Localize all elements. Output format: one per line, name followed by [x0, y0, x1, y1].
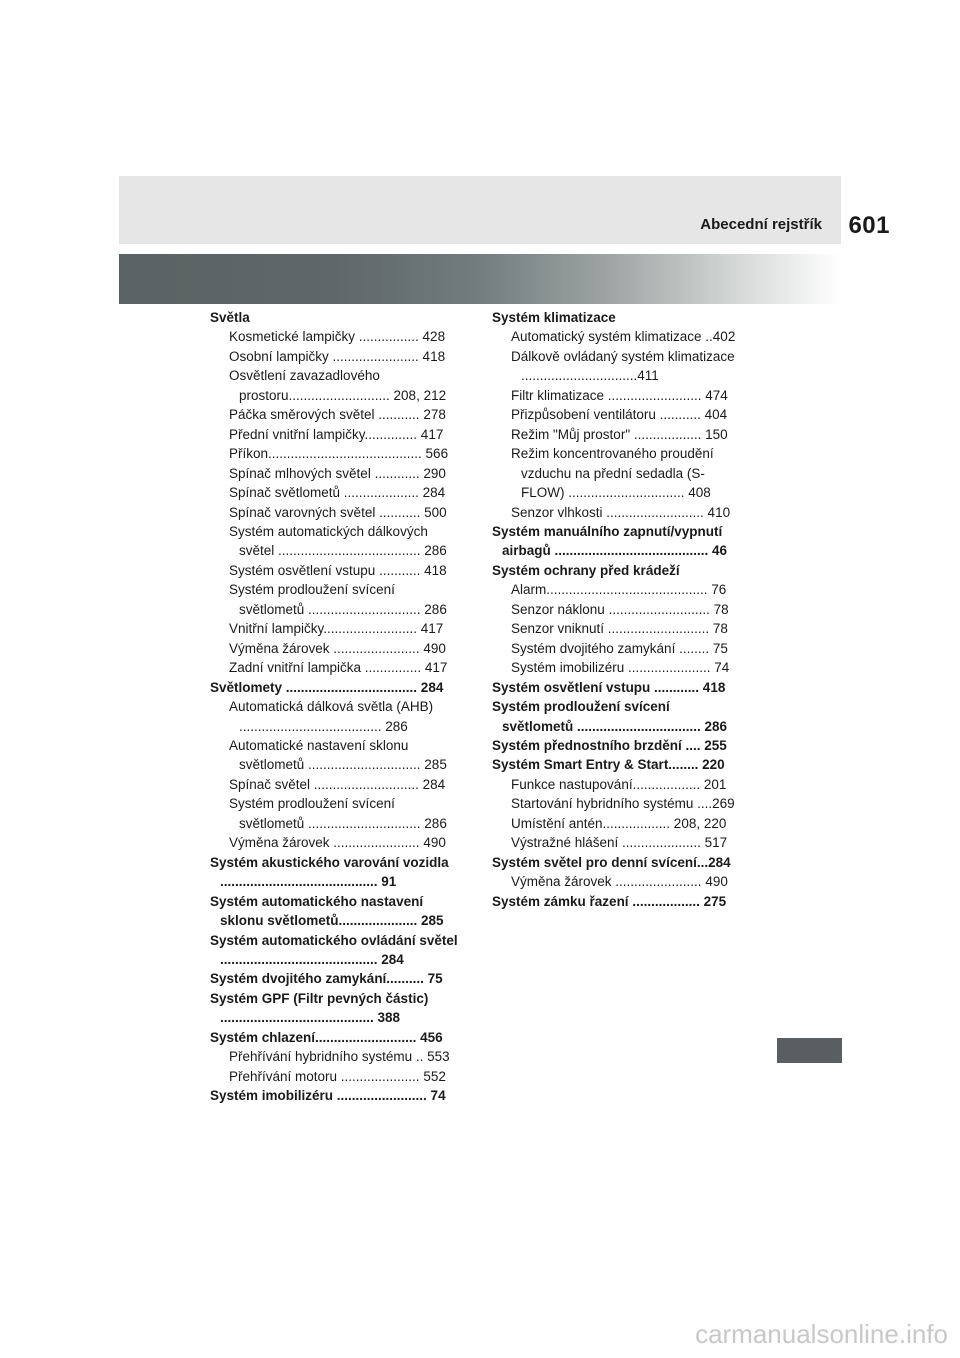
index-subentry: Zadní vnitřní lampička ............... 417: [229, 660, 448, 676]
index-subentry: Kosmetické lampičky ................ 428: [229, 329, 446, 345]
index-column-right: [492, 308, 744, 911]
index-subentry: Výměna žárovek ....................... 490: [229, 835, 446, 851]
index-subentry: Startování hybridního systému ....269: [511, 796, 735, 812]
index-entry: Systém imobilizéru ........................ 74: [210, 1088, 446, 1104]
index-subentry: Systém osvětlení vstupu ........... 418: [229, 562, 447, 578]
index-entry: Systém manuálního zapnutí/vypnutí airbagů ......................................... 46: [492, 523, 728, 559]
index-entry: Systém světel pro denní svícení...284: [492, 854, 731, 870]
index-entry: Systém automatického nastavení sklonu světlometů..................... 285: [210, 893, 444, 929]
gradient-bar: [119, 254, 841, 304]
index-subentry: Automatický systém klimatizace ..402: [511, 329, 736, 345]
index-entry: Systém zámku řazení .................. 275: [492, 893, 727, 909]
index-subentry: Automatická dálková světla (AHB) ...................................... 286: [229, 699, 434, 734]
index-entry: Systém ochrany před krádeží: [492, 562, 680, 578]
page-number: 601: [848, 212, 890, 239]
index-subentry: Spínač světel ............................ 284: [229, 776, 446, 792]
index-subentry: Dálkově ovládaný systém klimatizace ...............................411: [511, 348, 735, 384]
index-subentry: Výstražné hlášení ..................... 517: [511, 835, 728, 851]
index-subentry: Přehřívání hybridního systému .. 553: [229, 1049, 450, 1065]
watermark: carmanualsonline.info: [695, 1319, 948, 1349]
index-subentry: Funkce nastupování.................. 201: [511, 776, 727, 792]
index-entry: Systém klimatizace: [492, 310, 616, 325]
index-subentry: Režim "Můj prostor" .................. 150: [511, 426, 728, 442]
index-subentry: Výměna žárovek ....................... 490: [511, 874, 728, 890]
index-entry: Systém osvětlení vstupu ............ 418: [492, 679, 726, 695]
index-subentry: Výměna žárovek ....................... 490: [229, 640, 446, 656]
index-subentry: Systém prodloužení svícení světlometů .............................. 286: [229, 582, 447, 617]
index-entry: Systém dvojitého zamykání.......... 75: [210, 971, 443, 987]
index-subentry: Osobní lampičky ....................... 418: [229, 348, 446, 364]
index-subentry: Přední vnitřní lampičky.............. 417: [229, 426, 444, 442]
index-subentry: Osvětlení zavazadlového prostoru........................... 208, 212: [229, 368, 447, 403]
index-subentry: Páčka směrových světel ........... 278: [229, 407, 446, 423]
index-subentry: Senzor vniknutí ........................... 78: [511, 621, 728, 637]
index-entry: Světlomety ................................... 284: [210, 679, 444, 695]
index-subentry: Spínač varovných světel ........... 500: [229, 504, 447, 520]
index-subentry: Automatické nastavení sklonu světlometů .............................. 285: [229, 737, 447, 773]
index-entry: Systém akustického varování vozidla .......................................... 91: [210, 854, 449, 890]
index-entry: Systém GPF (Filtr pevných částic) ......................................... 388: [210, 990, 429, 1026]
index-subentry: Režim koncentrovaného proudění vzduchu na přední sedadla (S-FLOW) ............................... 408: [511, 446, 714, 501]
index-subentry: Alarm........................................... 76: [511, 582, 727, 598]
index-subentry: Systém imobilizéru ...................... 74: [511, 660, 730, 676]
index-subentry: Přehřívání motoru ..................... 552: [229, 1068, 446, 1084]
index-subentry: Příkon......................................... 566: [229, 446, 449, 462]
index-subentry: Senzor náklonu ........................... 78: [511, 601, 729, 617]
header-band: [119, 176, 841, 244]
index-subentry: Spínač světlometů .................... 284: [229, 485, 446, 501]
index-entry: Systém chlazení........................... 456: [210, 1029, 443, 1045]
index-subentry: Systém dvojitého zamykání ........ 75: [511, 640, 728, 656]
chapter-tab: [777, 1038, 842, 1063]
section-title: Abecední rejstřík: [700, 216, 822, 233]
index-entry: Systém Smart Entry & Start........ 220: [492, 757, 725, 773]
index-subentry: Spínač mlhových světel ............ 290: [229, 465, 446, 481]
index-subentry: Umístění antén.................. 208, 220: [511, 815, 727, 831]
index-entry: Systém prodloužení svícení světlometů ................................. 286: [492, 699, 728, 734]
index-subentry: Vnitřní lampičky......................... 417: [229, 621, 444, 637]
index-subentry: Systém prodloužení svícení světlometů .............................. 286: [229, 796, 447, 831]
index-entry: Systém automatického ovládání světel .......................................... 284: [210, 932, 458, 967]
index-subentry: Senzor vlhkosti .......................... 410: [511, 504, 731, 520]
index-entry: Systém přednostního brzdění .... 255: [492, 737, 727, 753]
index-subentry: Systém automatických dálkových světel ...................................... 286: [229, 523, 447, 559]
index-column-left: [210, 308, 462, 1106]
index-subentry: Filtr klimatizace ......................... 474: [511, 387, 728, 403]
index-entry: Světla: [210, 310, 250, 325]
index-subentry: Přizpůsobení ventilátoru ........... 404: [511, 407, 728, 423]
